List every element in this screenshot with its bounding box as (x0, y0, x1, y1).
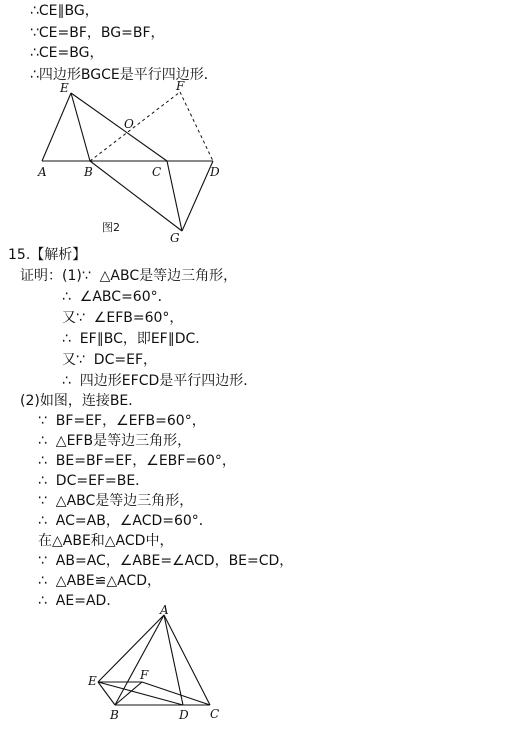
label-B: B (110, 708, 119, 722)
segment-DG (182, 161, 213, 231)
q15-part2-line-5: ∵ △ABC是等边三角形， (38, 493, 194, 509)
figure-2-caption: 图2 (102, 221, 120, 234)
segment-AD (164, 615, 183, 705)
segment-FD-dashed (180, 92, 213, 161)
segment-AB (115, 615, 164, 705)
segment-EB (71, 93, 90, 161)
segment-FB (115, 682, 142, 705)
segment-ED (98, 682, 183, 705)
proof-line-4: ∴四边形BGCE是平行四边形． (30, 67, 218, 83)
label-F: F (176, 80, 185, 93)
q15-part2-line-3: ∴ BE=BF=EF，∠EBF=60°， (38, 453, 236, 469)
q15-part1-line-5: 又∵ DC=EF， (62, 352, 157, 368)
label-C: C (152, 165, 162, 179)
label-A: A (160, 605, 169, 617)
segment-AE (98, 615, 164, 682)
segment-CG (167, 161, 182, 231)
q15-part1-line-6: ∴ 四边形EFCD是平行四边形． (62, 373, 258, 389)
q15-part1-line-3: 又∵ ∠EFB=60°， (62, 310, 184, 326)
figure-2-diagram (30, 80, 240, 250)
label-A: A (38, 165, 47, 179)
proof-line-1: ∴CE∥BG， (30, 3, 99, 19)
label-C: C (210, 707, 220, 721)
q15-part2-line-6: ∴ AC=AB，∠ACD=60°． (38, 513, 213, 529)
q15-part2-line-10: ∴ AE=AD． (38, 593, 121, 609)
figure-3-diagram (85, 605, 235, 725)
label-E: E (60, 81, 69, 95)
proof-line-3: ∴CE=BG， (30, 45, 104, 61)
label-D: D (210, 165, 220, 179)
q15-part1-line-2: ∴ ∠ABC=60°． (62, 289, 172, 305)
label-E: E (88, 674, 97, 688)
label-O: O (124, 117, 134, 131)
segment-AE (42, 93, 71, 161)
q15-part2-line-7: 在△ABE和△ACD中， (38, 533, 174, 549)
q15-part2-line-8: ∵ AB=AC，∠ABE=∠ACD，BE=CD， (38, 553, 294, 569)
q15-part2-intro: (2)如图，连接BE． (20, 393, 143, 409)
q15-part1-line-1: 证明：(1)∵ △ABC是等边三角形， (20, 268, 238, 284)
q15-part2-line-2: ∴ △EFB是等边三角形， (38, 433, 192, 449)
segment-BF-dashed (90, 92, 180, 161)
label-D: D (179, 708, 189, 722)
proof-line-2: ∵CE=BF，BG=BF， (30, 25, 165, 41)
segment-EC (71, 93, 167, 161)
q15-part2-line-4: ∴ DC=EF=BE． (38, 473, 150, 489)
q15-header: 15.【解析】 (8, 247, 87, 263)
label-F: F (140, 668, 149, 682)
q15-part1-line-4: ∴ EF∥BC，即EF∥DC． (62, 331, 210, 347)
q15-part2-line-9: ∴ △ABE≌△ACD， (38, 573, 161, 589)
q15-part2-line-1: ∵ BF=EF，∠EFB=60°， (38, 413, 206, 429)
label-G: G (170, 231, 180, 245)
label-B: B (84, 165, 93, 179)
